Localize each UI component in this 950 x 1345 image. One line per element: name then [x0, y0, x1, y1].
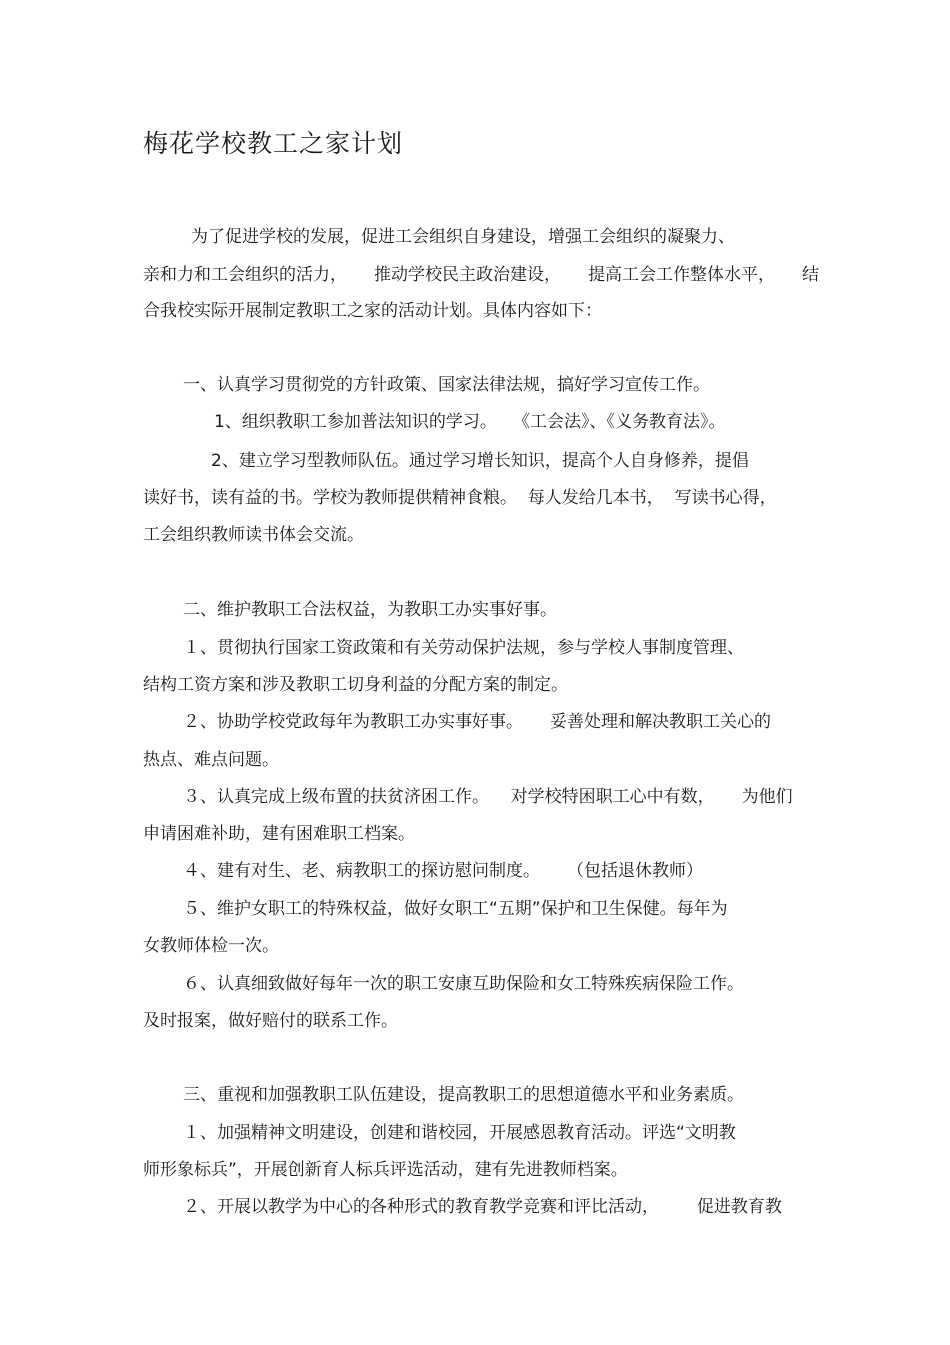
section-2-item-3-line-1: ３、认真完成上级布置的扶贫济困工作。 对学校特困职工心中有数， 为他们	[183, 787, 793, 807]
intro-line-2: 亲和力和工会组织的活力， 推动学校民主政治建设， 提高工会工作整体水平， 结	[143, 265, 820, 285]
section-3-item-1-line-1: １、加强精神文明建设，创建和谐校园，开展感恩教育活动。评选“文明教	[183, 1123, 736, 1143]
section-1-item-1: 1、组织教职工参加普法知识的学习。 《工会法》、《义务教育法》。	[214, 412, 726, 432]
section-2-item-1-line-1: １、贯彻执行国家工资政策和有关劳动保护法规，参与学校人事制度管理、	[183, 638, 744, 658]
section-3-item-2: ２、开展以教学为中心的各种形式的教育教学竞赛和评比活动， 促进教育教	[183, 1197, 782, 1217]
section-1-item-2-line-1: 2、建立学习型教师队伍。通过学习增长知识，提高个人自身修养，提倡	[211, 451, 749, 471]
section-2-item-1-line-2: 结构工资方案和涉及教职工切身利益的分配方案的制定。	[143, 675, 568, 695]
section-1-heading: 一、认真学习贯彻党的方针政策、国家法律法规，搞好学习宣传工作。	[183, 375, 710, 395]
section-2-item-6-line-1: ６、认真细致做好每年一次的职工安康互助保险和女工特殊疾病保险工作。	[183, 974, 744, 994]
document-title: 梅花学校教工之家计划	[143, 129, 404, 158]
section-1-item-2-line-3: 工会组织教师读书体会交流。	[143, 525, 364, 545]
section-3-item-1-line-2: 师形象标兵”，开展创新育人标兵评选活动，建有先进教师档案。	[143, 1160, 628, 1180]
section-3-heading: 三、重视和加强教职工队伍建设，提高教职工的思想道德水平和业务素质。	[183, 1085, 744, 1105]
section-2-item-3-line-2: 申请困难补助，建有困难职工档案。	[143, 824, 415, 844]
intro-line-1: 为了促进学校的发展，促进工会组织自身建设，增强工会组织的凝聚力、	[191, 227, 735, 247]
section-2-item-5-line-2: 女教师体检一次。	[143, 936, 279, 956]
section-2-item-2-line-1: ２、协助学校党政每年为教职工办实事好事。 妥善处理和解决教职工关心的	[183, 712, 772, 732]
section-2-item-4: ４、建有对生、老、病教职工的探访慰问制度。 （包括退休教师）	[183, 861, 704, 881]
section-2-item-6-line-2: 及时报案，做好赔付的联系工作。	[143, 1011, 398, 1031]
section-2-item-2-line-2: 热点、难点问题。	[143, 750, 279, 770]
section-2-heading: 二、维护教职工合法权益，为教职工办实事好事。	[183, 600, 557, 620]
intro-line-3: 合我校实际开展制定教职工之家的活动计划。具体内容如下：	[143, 301, 602, 321]
section-2-item-5-line-1: ５、维护女职工的特殊权益，做好女职工“五期”保护和卫生保健。每年为	[183, 899, 728, 919]
section-1-item-2-line-2: 读好书，读有益的书。学校为教师提供精神食粮。 每人发给几本书， 写读书心得，	[143, 488, 777, 508]
